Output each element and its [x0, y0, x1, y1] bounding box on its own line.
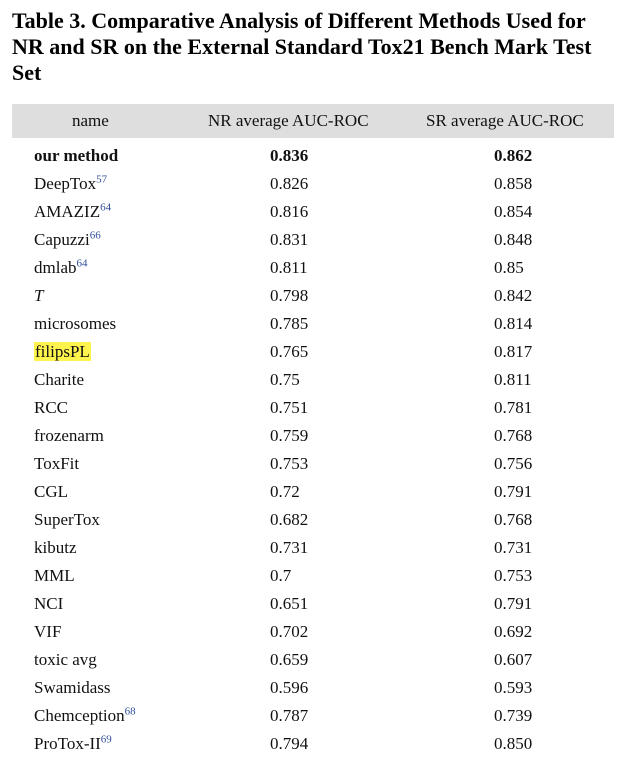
method-name: ToxFit	[34, 454, 80, 473]
reference-link[interactable]: 64	[100, 201, 112, 214]
method-name: dmlab$^{64}$	[34, 257, 88, 277]
nr-value: 0.75	[270, 370, 300, 389]
method-name: our method	[34, 146, 119, 165]
sr-value: 0.593	[494, 678, 533, 697]
reference-link[interactable]: 66	[89, 229, 101, 242]
table-caption: Table 3. Comparative Analysis of Different Methods Used for NR and SR on the External Standard Tox21 Bench Mark Test Set	[12, 8, 592, 85]
table-header	[12, 104, 614, 138]
nr-value: 0.751	[270, 398, 309, 417]
nr-value: 0.659	[270, 650, 309, 669]
nr-value: 0.72	[270, 482, 300, 501]
sr-value: 0.842	[494, 286, 533, 305]
comparison-table	[12, 104, 614, 758]
header-sr-auc: SR average AUC-ROC	[426, 111, 584, 130]
table-row	[12, 618, 614, 646]
nr-value: 0.811	[270, 258, 308, 277]
method-name: MML	[34, 566, 75, 585]
reference-link[interactable]: 57	[96, 173, 108, 186]
reference-link[interactable]: 64	[76, 257, 88, 270]
table-row	[12, 226, 614, 254]
sr-value: 0.817	[494, 342, 533, 361]
sr-value: 0.854	[494, 202, 533, 221]
method-name: SuperTox	[34, 510, 100, 529]
sr-value: 0.85	[494, 258, 524, 277]
method-name: Charite	[34, 370, 85, 389]
sr-value: 0.692	[494, 622, 533, 641]
sr-value: 0.850	[494, 734, 533, 753]
nr-value: 0.836	[270, 146, 309, 165]
table-row	[12, 198, 614, 226]
method-name: Chemception$^{68}$	[34, 705, 136, 725]
nr-value: 0.798	[270, 286, 309, 305]
method-name: T	[34, 286, 44, 305]
sr-value: 0.768	[494, 510, 533, 529]
sr-value: 0.791	[494, 594, 533, 613]
nr-value: 0.731	[270, 538, 309, 557]
method-name: frozenarm	[34, 426, 104, 445]
nr-value: 0.765	[270, 342, 309, 361]
sr-value: 0.731	[494, 538, 533, 557]
table-row	[12, 702, 614, 730]
nr-value: 0.753	[270, 454, 309, 473]
sr-value: 0.862	[494, 146, 533, 165]
table-row	[12, 338, 614, 366]
method-name: Swamidass	[34, 678, 111, 697]
table-row	[12, 450, 614, 478]
sr-value: 0.781	[494, 398, 533, 417]
method-name: toxic avg	[34, 650, 97, 669]
sr-value: 0.848	[494, 230, 533, 249]
table-row	[12, 674, 614, 702]
nr-value: 0.785	[270, 314, 309, 333]
table-row	[12, 478, 614, 506]
nr-value: 0.682	[270, 510, 309, 529]
nr-value: 0.596	[270, 678, 309, 697]
nr-value: 0.794	[270, 734, 309, 753]
table-row	[12, 422, 614, 450]
highlighted-text: filipsPL	[35, 342, 90, 361]
sr-value: 0.607	[494, 650, 533, 669]
nr-value: 0.651	[270, 594, 309, 613]
sr-value: 0.791	[494, 482, 533, 501]
method-name: microsomes	[34, 314, 117, 333]
table-row	[12, 562, 614, 590]
method-name: ProTox-II$^{69}$	[34, 733, 112, 753]
nr-value: 0.826	[270, 174, 309, 193]
table-row	[12, 394, 614, 422]
nr-value: 0.831	[270, 230, 309, 249]
method-name: NCI	[34, 594, 64, 613]
method-name: kibutz	[34, 538, 77, 557]
sr-value: 0.739	[494, 706, 533, 725]
method-name: RCC	[34, 398, 69, 417]
reference-link[interactable]: 69	[100, 733, 112, 746]
nr-value: 0.816	[270, 202, 309, 221]
table-row	[12, 730, 614, 758]
table-row	[12, 254, 614, 282]
method-name: DeepTox$^{57}$	[34, 173, 108, 193]
method-name: VIF	[34, 622, 62, 641]
nr-value: 0.7	[270, 566, 292, 585]
table-row	[12, 282, 614, 310]
method-name	[34, 338, 91, 366]
sr-value: 0.814	[494, 314, 533, 333]
header-name: name	[72, 111, 109, 130]
table-row	[12, 506, 614, 534]
sr-value: 0.753	[494, 566, 533, 585]
sr-value: 0.756	[494, 454, 533, 473]
table-row	[12, 366, 614, 394]
header-nr-auc: NR average AUC-ROC	[208, 111, 369, 130]
sr-value: 0.768	[494, 426, 533, 445]
nr-value: 0.702	[270, 622, 309, 641]
table-row	[12, 142, 614, 170]
method-name: AMAZIZ$^{64}$	[34, 201, 112, 221]
table-row	[12, 646, 614, 674]
nr-value: 0.759	[270, 426, 309, 445]
sr-value: 0.811	[494, 370, 532, 389]
table-row	[12, 534, 614, 562]
method-name: Capuzzi$^{66}$	[34, 229, 101, 249]
table-row	[12, 170, 614, 198]
nr-value: 0.787	[270, 706, 309, 725]
table-row	[12, 590, 614, 618]
table-row	[12, 310, 614, 338]
sr-value: 0.858	[494, 174, 533, 193]
table-body	[12, 138, 614, 758]
reference-link[interactable]: 68	[124, 705, 136, 718]
method-name: CGL	[34, 482, 68, 501]
